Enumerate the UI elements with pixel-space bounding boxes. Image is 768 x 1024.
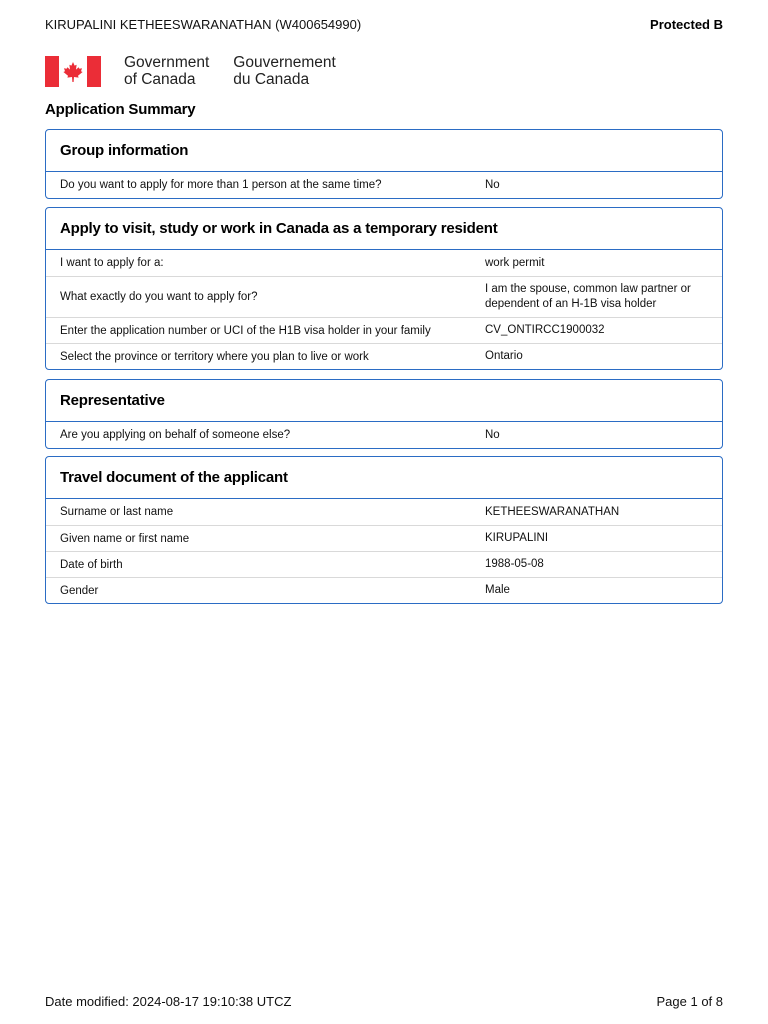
table-row	[46, 499, 722, 525]
answer-value: No	[485, 178, 500, 191]
table-row	[46, 525, 722, 551]
question-label: Are you applying on behalf of someone else?	[60, 429, 291, 441]
answer-value: CV_ONTIRCC1900032	[485, 324, 605, 336]
security-classification: Protected B	[650, 16, 723, 32]
question-label: Select the province or territory where you plan to live or work	[60, 350, 369, 363]
table-row	[46, 250, 722, 276]
section-title: Group information	[46, 130, 722, 172]
question-label: I want to apply for a:	[60, 257, 164, 269]
answer-value: KETHEESWARANATHAN	[485, 505, 620, 518]
wordmark-en-line2: of Canada	[124, 71, 196, 88]
answer-value: No	[485, 428, 500, 441]
question-label: Gender	[60, 584, 99, 597]
section-group-information	[45, 129, 723, 199]
wordmark-en-line1: Government	[124, 54, 210, 71]
wordmark-fr-line2: du Canada	[233, 71, 310, 88]
government-of-canada-logo	[45, 54, 336, 88]
table-row	[46, 422, 722, 448]
section-travel-document	[45, 456, 723, 604]
answer-value: work permit	[485, 256, 545, 269]
question-label: Date of birth	[60, 558, 123, 571]
question-label: Do you want to apply for more than 1 person at the same time?	[60, 179, 382, 191]
section-title: Representative	[46, 380, 722, 422]
table-row	[46, 276, 722, 317]
answer-value: KIRUPALINI	[485, 532, 549, 544]
question-label: Given name or first name	[60, 532, 190, 545]
answer-value: Male	[485, 584, 510, 596]
page-title: Application Summary	[45, 101, 196, 118]
answer-value: 1988-05-08	[485, 558, 544, 570]
question-label: Enter the application number or UCI of the H1B visa holder in your family	[60, 324, 431, 337]
question-label: What exactly do you want to apply for?	[60, 291, 258, 303]
table-row	[46, 172, 722, 198]
maple-leaf-icon	[62, 61, 84, 83]
section-temporary-resident	[45, 207, 723, 370]
section-representative	[45, 379, 723, 449]
table-row	[46, 577, 722, 603]
page-footer	[45, 992, 723, 1010]
wordmark	[124, 54, 336, 88]
answer-value: I am the spouse, common law partner or dependent of an H-1B visa holder	[485, 283, 691, 310]
question-label: Surname or last name	[60, 506, 174, 518]
section-title: Apply to visit, study or work in Canada as a temporary resident	[46, 208, 722, 250]
table-row	[46, 343, 722, 369]
answer-value: Ontario	[485, 350, 523, 362]
page-header	[45, 15, 723, 33]
table-row	[46, 551, 722, 577]
date-modified: Date modified: 2024-08-17 19:10:38 UTCZ	[45, 993, 292, 1009]
wordmark-fr-line1: Gouvernement	[233, 54, 336, 71]
section-title: Travel document of the applicant	[46, 457, 722, 499]
applicant-id: KIRUPALINI KETHEESWARANATHAN (W400654990)	[45, 16, 362, 32]
canada-flag-icon	[45, 56, 101, 87]
table-row	[46, 317, 722, 343]
page-number: Page 1 of 8	[656, 993, 723, 1009]
